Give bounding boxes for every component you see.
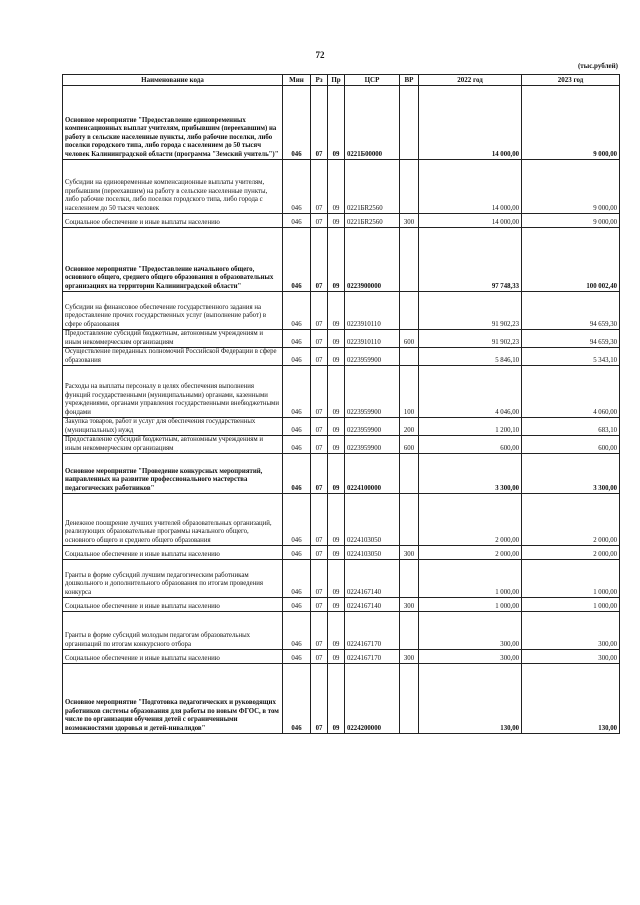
row-csr: 0224167140 [345, 560, 400, 598]
row-value-2022: 97 748,33 [419, 228, 522, 292]
row-value-2023: 2 000,00 [522, 546, 620, 560]
row-vr: 100 [400, 366, 419, 418]
row-csr: 0223910110 [345, 330, 400, 348]
row-value-2023: 300,00 [522, 650, 620, 664]
row-value-2022: 300,00 [419, 612, 522, 650]
row-vr [400, 86, 419, 160]
row-vr: 300 [400, 214, 419, 228]
row-value-2022: 14 000,00 [419, 160, 522, 214]
row-pr: 09 [328, 86, 345, 160]
row-value-2022: 130,00 [419, 664, 522, 734]
row-min: 046 [283, 160, 311, 214]
row-rz: 07 [311, 292, 328, 330]
row-name: Основное мероприятие "Подготовка педагогических и руководящих работников системы образования для работы по новым ФГОС, в том числе по организации обучения детей с ограниченными возможностями здоровья и детей-инвалидов" [63, 664, 283, 734]
table-row [63, 160, 620, 214]
row-value-2023: 1 000,00 [522, 598, 620, 612]
row-vr [400, 454, 419, 494]
row-vr [400, 228, 419, 292]
column-header: Пр [328, 75, 345, 86]
row-vr [400, 292, 419, 330]
row-name: Основное мероприятие "Проведение конкурсных мероприятий, направленных на развитие профессионального мастерства педагогических работников" [63, 454, 283, 494]
row-vr [400, 348, 419, 366]
row-vr: 300 [400, 546, 419, 560]
row-vr: 600 [400, 330, 419, 348]
row-name: Предоставление субсидий бюджетным, автономным учреждениям и иным некоммерческим организациям [63, 436, 283, 454]
row-csr: 0224167170 [345, 612, 400, 650]
row-rz: 07 [311, 214, 328, 228]
column-header: ВР [400, 75, 419, 86]
table-row [63, 560, 620, 598]
row-rz: 07 [311, 418, 328, 436]
table-row [63, 664, 620, 734]
row-pr: 09 [328, 348, 345, 366]
row-value-2022: 1 200,10 [419, 418, 522, 436]
row-csr: 0223910110 [345, 292, 400, 330]
row-name: Социальное обеспечение и иные выплаты населению [63, 546, 283, 560]
row-csr: 0223959900 [345, 436, 400, 454]
table-row [63, 494, 620, 546]
row-rz: 07 [311, 330, 328, 348]
row-pr: 09 [328, 454, 345, 494]
column-header: Мин [283, 75, 311, 86]
row-rz: 07 [311, 436, 328, 454]
row-value-2022: 2 000,00 [419, 494, 522, 546]
row-vr [400, 612, 419, 650]
row-value-2023: 2 000,00 [522, 494, 620, 546]
table-header-row [63, 75, 620, 86]
row-name: Социальное обеспечение и иные выплаты населению [63, 214, 283, 228]
row-csr: 0224167170 [345, 650, 400, 664]
row-vr [400, 664, 419, 734]
row-value-2023: 100 002,40 [522, 228, 620, 292]
row-csr: 0223959900 [345, 366, 400, 418]
column-header: 2022 год [419, 75, 522, 86]
row-csr: 0221БR2560 [345, 160, 400, 214]
row-pr: 09 [328, 292, 345, 330]
row-vr [400, 160, 419, 214]
table-row [63, 86, 620, 160]
table-row [63, 292, 620, 330]
row-value-2022: 600,00 [419, 436, 522, 454]
row-pr: 09 [328, 664, 345, 734]
row-name: Закупка товаров, работ и услуг для обеспечения государственных (муниципальных) нужд [63, 418, 283, 436]
row-rz: 07 [311, 366, 328, 418]
row-min: 046 [283, 86, 311, 160]
row-csr: 0221БR2560 [345, 214, 400, 228]
row-vr: 200 [400, 418, 419, 436]
table-row [63, 418, 620, 436]
row-name: Предоставление субсидий бюджетным, автономным учреждениям и иным некоммерческим организациям [63, 330, 283, 348]
row-pr: 09 [328, 650, 345, 664]
row-rz: 07 [311, 560, 328, 598]
row-name: Основное мероприятие "Предоставление начального общего, основного общего, среднего общего образования в образовательных организациях на территории Калининградской области" [63, 228, 283, 292]
column-header: ЦСР [345, 75, 400, 86]
row-csr: 0224103050 [345, 494, 400, 546]
row-min: 046 [283, 560, 311, 598]
row-name: Гранты в форме субсидий лучшим педагогическим работникам дошкольного и дополнительного образования по итогам проведения конкурса [63, 560, 283, 598]
row-name: Расходы на выплаты персоналу в целях обеспечения выполнения функций государственными (муниципальными) органами, казенными учреждениями, органами управления государственными внебюджетными фондами [63, 366, 283, 418]
row-rz: 07 [311, 650, 328, 664]
row-rz: 07 [311, 546, 328, 560]
row-pr: 09 [328, 418, 345, 436]
row-pr: 09 [328, 436, 345, 454]
row-value-2023: 1 000,00 [522, 560, 620, 598]
row-value-2023: 4 060,00 [522, 366, 620, 418]
table-row [63, 650, 620, 664]
row-rz: 07 [311, 454, 328, 494]
table-row [63, 330, 620, 348]
row-value-2022: 2 000,00 [419, 546, 522, 560]
row-value-2022: 5 846,10 [419, 348, 522, 366]
row-rz: 07 [311, 160, 328, 214]
row-min: 046 [283, 612, 311, 650]
table-row [63, 546, 620, 560]
column-header: 2023 год [522, 75, 620, 86]
row-csr: 0224100000 [345, 454, 400, 494]
row-value-2023: 5 343,10 [522, 348, 620, 366]
row-rz: 07 [311, 598, 328, 612]
row-pr: 09 [328, 366, 345, 418]
row-name: Основное мероприятие "Предоставление единовременных компенсационных выплат учителям, прибывшим (переехавшим) на работу в сельские населенные пункты, либо рабочие поселки, либо поселки городского типа, либо города с населением до 50 тысяч человек Калининградской области (программа "Земский учитель")" [63, 86, 283, 160]
row-value-2023: 300,00 [522, 612, 620, 650]
row-vr [400, 560, 419, 598]
row-min: 046 [283, 494, 311, 546]
row-value-2023: 683,10 [522, 418, 620, 436]
row-value-2022: 91 902,23 [419, 292, 522, 330]
table-row [63, 598, 620, 612]
row-name: Субсидии на единовременные компенсационные выплаты учителям, прибывшим (переехавшим) на работу в сельские населенные пункты, либо рабочие поселки, либо поселки городского типа, либо города с населением до 50 тысяч человек [63, 160, 283, 214]
row-vr: 600 [400, 436, 419, 454]
row-value-2023: 3 300,00 [522, 454, 620, 494]
table-row [63, 214, 620, 228]
row-csr: 0223959900 [345, 348, 400, 366]
units-label: (тыс.рублей) [577, 62, 618, 70]
row-name: Социальное обеспечение и иные выплаты населению [63, 598, 283, 612]
row-name: Денежное поощрение лучших учителей образовательных организаций, реализующих образовательные программы начального общего, основного общего и среднего общего образования [63, 494, 283, 546]
row-pr: 09 [328, 598, 345, 612]
row-value-2023: 9 000,00 [522, 214, 620, 228]
row-min: 046 [283, 418, 311, 436]
row-name: Осуществление переданных полномочий Российской Федерации в сфере образования [63, 348, 283, 366]
row-value-2022: 300,00 [419, 650, 522, 664]
row-pr: 09 [328, 330, 345, 348]
row-csr: 0224167140 [345, 598, 400, 612]
row-name: Гранты в форме субсидий молодым педагогам образовательных организаций по итогам конкурсного отбора [63, 612, 283, 650]
row-vr [400, 494, 419, 546]
row-value-2022: 91 902,23 [419, 330, 522, 348]
row-name: Субсидии на финансовое обеспечение государственного задания на предоставление прочих государственных услуг (выполнение работ) в сфере образования [63, 292, 283, 330]
budget-table [62, 74, 620, 734]
row-rz: 07 [311, 228, 328, 292]
page-number: 72 [315, 50, 325, 60]
row-csr: 0223959900 [345, 418, 400, 436]
table-row [63, 612, 620, 650]
row-min: 046 [283, 330, 311, 348]
row-min: 046 [283, 598, 311, 612]
row-value-2022: 14 000,00 [419, 86, 522, 160]
column-header: Наименование кода [63, 75, 283, 86]
row-value-2023: 9 000,00 [522, 86, 620, 160]
row-csr: 0224200000 [345, 664, 400, 734]
row-min: 046 [283, 292, 311, 330]
column-header: Рз [311, 75, 328, 86]
row-pr: 09 [328, 612, 345, 650]
row-pr: 09 [328, 494, 345, 546]
row-value-2022: 1 000,00 [419, 560, 522, 598]
table-row [63, 348, 620, 366]
table-row [63, 454, 620, 494]
row-min: 046 [283, 436, 311, 454]
row-value-2022: 4 046,00 [419, 366, 522, 418]
row-rz: 07 [311, 664, 328, 734]
row-rz: 07 [311, 612, 328, 650]
row-min: 046 [283, 348, 311, 366]
row-min: 046 [283, 664, 311, 734]
row-vr: 300 [400, 598, 419, 612]
row-value-2022: 14 000,00 [419, 214, 522, 228]
row-vr: 300 [400, 650, 419, 664]
row-rz: 07 [311, 86, 328, 160]
row-min: 046 [283, 454, 311, 494]
row-name: Социальное обеспечение и иные выплаты населению [63, 650, 283, 664]
row-pr: 09 [328, 228, 345, 292]
table-row [63, 366, 620, 418]
row-value-2022: 1 000,00 [419, 598, 522, 612]
row-csr: 0221Б00000 [345, 86, 400, 160]
table-row [63, 228, 620, 292]
row-pr: 09 [328, 214, 345, 228]
row-pr: 09 [328, 160, 345, 214]
row-rz: 07 [311, 494, 328, 546]
row-min: 046 [283, 214, 311, 228]
row-min: 046 [283, 228, 311, 292]
row-min: 046 [283, 366, 311, 418]
row-min: 046 [283, 546, 311, 560]
row-min: 046 [283, 650, 311, 664]
row-value-2023: 600,00 [522, 436, 620, 454]
row-value-2022: 3 300,00 [419, 454, 522, 494]
row-value-2023: 94 659,30 [522, 292, 620, 330]
row-rz: 07 [311, 348, 328, 366]
table-row [63, 436, 620, 454]
row-value-2023: 94 659,30 [522, 330, 620, 348]
row-csr: 0224103050 [345, 546, 400, 560]
row-pr: 09 [328, 560, 345, 598]
row-csr: 0223900000 [345, 228, 400, 292]
row-value-2023: 9 000,00 [522, 160, 620, 214]
row-value-2023: 130,00 [522, 664, 620, 734]
row-pr: 09 [328, 546, 345, 560]
